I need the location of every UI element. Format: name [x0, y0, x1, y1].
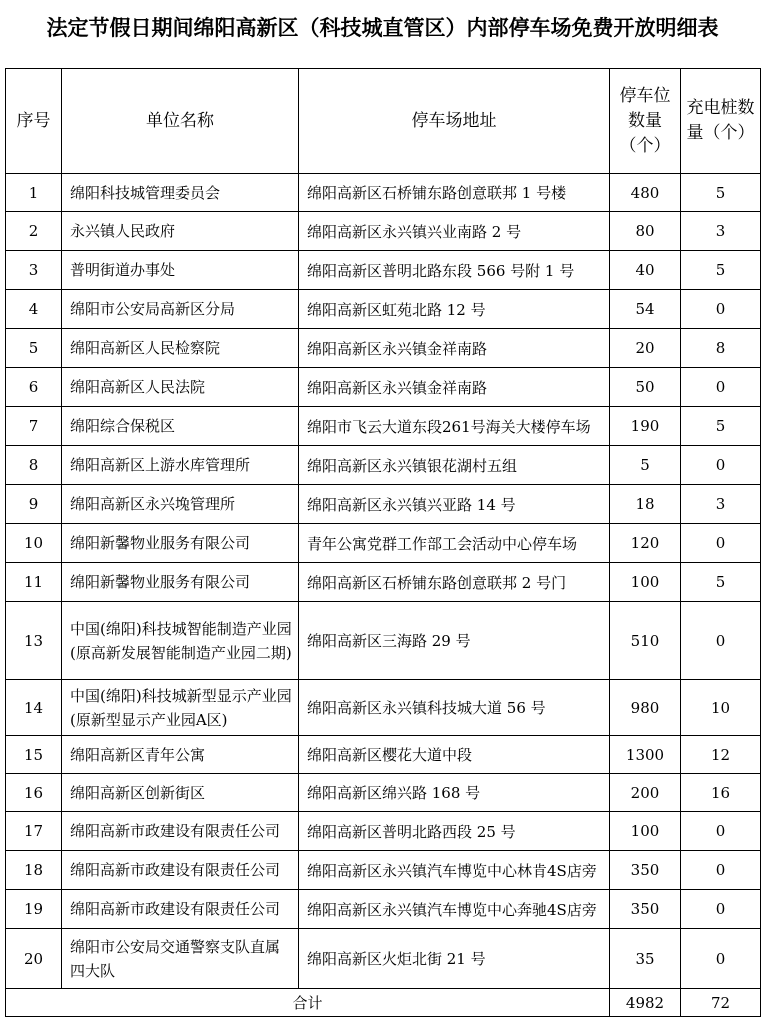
- row-number: 15: [6, 736, 62, 774]
- row-unit-name: 中国(绵阳)科技城新型显示产业园(原新型显示产业园A区): [62, 680, 299, 736]
- row-address: 绵阳高新区三海路 29 号: [299, 602, 610, 680]
- row-unit-name: 绵阳高新区创新街区: [62, 774, 299, 812]
- row-unit-name: 永兴镇人民政府: [62, 212, 299, 251]
- row-address: 绵阳高新区永兴镇银花湖村五组: [299, 446, 610, 485]
- row-spaces: 100: [610, 563, 681, 602]
- row-spaces: 350: [610, 890, 681, 929]
- row-number: 7: [6, 407, 62, 446]
- table-row: [6, 290, 761, 329]
- total-chargers: 72: [681, 989, 761, 1017]
- row-number: 11: [6, 563, 62, 602]
- row-chargers: 5: [681, 407, 761, 446]
- row-chargers: 5: [681, 174, 761, 212]
- table-row: [6, 851, 761, 890]
- parking-table: [5, 68, 761, 1017]
- table-header-row: [6, 69, 761, 174]
- row-address: 绵阳高新区永兴镇兴业南路 2 号: [299, 212, 610, 251]
- row-number: 17: [6, 812, 62, 851]
- row-chargers: 16: [681, 774, 761, 812]
- row-chargers: 0: [681, 368, 761, 407]
- row-chargers: 10: [681, 680, 761, 736]
- row-address: 绵阳高新区永兴镇汽车博览中心奔驰4S店旁: [299, 890, 610, 929]
- row-chargers: 3: [681, 485, 761, 524]
- row-unit-name: 绵阳高新区青年公寓: [62, 736, 299, 774]
- header-spaces: 停车位数量（个）: [610, 69, 681, 174]
- total-label: 合计: [6, 989, 610, 1017]
- row-number: 4: [6, 290, 62, 329]
- header-no: 序号: [6, 69, 62, 174]
- row-unit-name: 绵阳高新区人民法院: [62, 368, 299, 407]
- table-row: [6, 329, 761, 368]
- header-address: 停车场地址: [299, 69, 610, 174]
- row-spaces: 54: [610, 290, 681, 329]
- table-row: [6, 524, 761, 563]
- row-spaces: 100: [610, 812, 681, 851]
- table-row: [6, 736, 761, 774]
- row-spaces: 120: [610, 524, 681, 563]
- row-number: 6: [6, 368, 62, 407]
- row-unit-name: 普明街道办事处: [62, 251, 299, 290]
- table-row: [6, 680, 761, 736]
- row-spaces: 18: [610, 485, 681, 524]
- row-address: 绵阳高新区普明北路东段 566 号附 1 号: [299, 251, 610, 290]
- row-spaces: 20: [610, 329, 681, 368]
- row-chargers: 0: [681, 446, 761, 485]
- table-row: [6, 602, 761, 680]
- table-row: [6, 212, 761, 251]
- table-row: [6, 890, 761, 929]
- table-row: [6, 251, 761, 290]
- row-address: 绵阳高新区普明北路西段 25 号: [299, 812, 610, 851]
- row-unit-name: 绵阳市公安局高新区分局: [62, 290, 299, 329]
- row-unit-name: 绵阳高新区人民检察院: [62, 329, 299, 368]
- row-address: 绵阳高新区永兴镇汽车博览中心林肯4S店旁: [299, 851, 610, 890]
- total-row: [6, 989, 761, 1017]
- row-number: 8: [6, 446, 62, 485]
- row-number: 16: [6, 774, 62, 812]
- table-row: [6, 485, 761, 524]
- row-address: 绵阳高新区永兴镇金祥南路: [299, 329, 610, 368]
- row-chargers: 0: [681, 812, 761, 851]
- row-spaces: 350: [610, 851, 681, 890]
- row-address: 绵阳高新区虹苑北路 12 号: [299, 290, 610, 329]
- row-chargers: 0: [681, 290, 761, 329]
- row-number: 18: [6, 851, 62, 890]
- row-chargers: 5: [681, 251, 761, 290]
- row-address: 绵阳高新区石桥铺东路创意联邦 2 号门: [299, 563, 610, 602]
- row-unit-name: 绵阳科技城管理委员会: [62, 174, 299, 212]
- row-unit-name: 绵阳新馨物业服务有限公司: [62, 563, 299, 602]
- row-chargers: 8: [681, 329, 761, 368]
- header-name: 单位名称: [62, 69, 299, 174]
- row-number: 10: [6, 524, 62, 563]
- page-title: 法定节假日期间绵阳高新区（科技城直管区）内部停车场免费开放明细表: [46, 15, 719, 40]
- row-spaces: 190: [610, 407, 681, 446]
- row-spaces: 1300: [610, 736, 681, 774]
- row-spaces: 480: [610, 174, 681, 212]
- header-chargers: 充电桩数量（个）: [681, 69, 761, 174]
- table-row: [6, 563, 761, 602]
- row-number: 13: [6, 602, 62, 680]
- table-row: [6, 174, 761, 212]
- row-number: 14: [6, 680, 62, 736]
- table-row: [6, 929, 761, 989]
- row-spaces: 510: [610, 602, 681, 680]
- row-chargers: 0: [681, 929, 761, 989]
- total-spaces: 4982: [610, 989, 681, 1017]
- row-address: 绵阳高新区永兴镇兴亚路 14 号: [299, 485, 610, 524]
- row-address: 绵阳高新区绵兴路 168 号: [299, 774, 610, 812]
- row-spaces: 80: [610, 212, 681, 251]
- row-number: 19: [6, 890, 62, 929]
- row-spaces: 5: [610, 446, 681, 485]
- row-number: 2: [6, 212, 62, 251]
- table-row: [6, 812, 761, 851]
- table-row: [6, 774, 761, 812]
- row-chargers: 3: [681, 212, 761, 251]
- row-number: 5: [6, 329, 62, 368]
- row-spaces: 200: [610, 774, 681, 812]
- row-chargers: 0: [681, 890, 761, 929]
- row-address: 绵阳高新区火炬北街 21 号: [299, 929, 610, 989]
- row-spaces: 40: [610, 251, 681, 290]
- table-row: [6, 407, 761, 446]
- row-spaces: 980: [610, 680, 681, 736]
- row-spaces: 35: [610, 929, 681, 989]
- row-address: 绵阳市飞云大道东段261号海关大楼停车场: [299, 407, 610, 446]
- row-number: 20: [6, 929, 62, 989]
- row-address: 绵阳高新区石桥铺东路创意联邦 1 号楼: [299, 174, 610, 212]
- row-unit-name: 绵阳高新市政建设有限责任公司: [62, 812, 299, 851]
- row-unit-name: 中国(绵阳)科技城智能制造产业园(原高新发展智能制造产业园二期): [62, 602, 299, 680]
- table-row: [6, 446, 761, 485]
- row-address: 绵阳高新区永兴镇科技城大道 56 号: [299, 680, 610, 736]
- row-address: 绵阳高新区樱花大道中段: [299, 736, 610, 774]
- row-spaces: 50: [610, 368, 681, 407]
- row-unit-name: 绵阳高新区永兴堍管理所: [62, 485, 299, 524]
- row-chargers: 0: [681, 602, 761, 680]
- table-body: [6, 174, 761, 989]
- row-unit-name: 绵阳市公安局交通警察支队直属四大队: [62, 929, 299, 989]
- row-chargers: 0: [681, 851, 761, 890]
- row-chargers: 0: [681, 524, 761, 563]
- row-address: 绵阳高新区永兴镇金祥南路: [299, 368, 610, 407]
- row-unit-name: 绵阳综合保税区: [62, 407, 299, 446]
- row-unit-name: 绵阳高新市政建设有限责任公司: [62, 851, 299, 890]
- row-address: 青年公寓党群工作部工会活动中心停车场: [299, 524, 610, 563]
- row-chargers: 5: [681, 563, 761, 602]
- row-number: 9: [6, 485, 62, 524]
- row-unit-name: 绵阳新馨物业服务有限公司: [62, 524, 299, 563]
- row-number: 1: [6, 174, 62, 212]
- row-unit-name: 绵阳高新区上游水库管理所: [62, 446, 299, 485]
- row-chargers: 12: [681, 736, 761, 774]
- row-number: 3: [6, 251, 62, 290]
- table-row: [6, 368, 761, 407]
- row-unit-name: 绵阳高新市政建设有限责任公司: [62, 890, 299, 929]
